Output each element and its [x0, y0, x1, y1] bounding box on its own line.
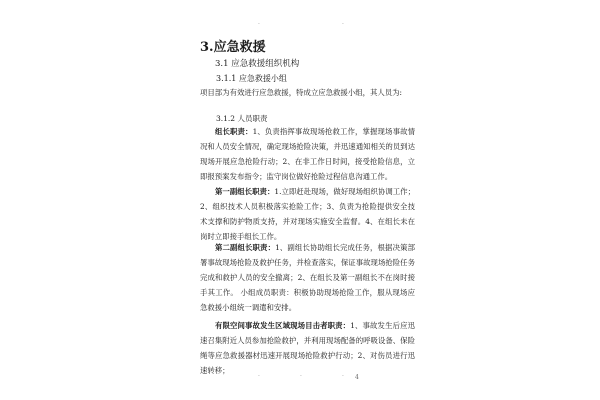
role-text: 1、副组长协助组长完成任务，根据决策部署事故现场抢险及救护任务，并检查落实，保证事故现场抢险任务完成和救护人员的安全撤离；2、在组长及第一副组长不在岗时接手其工作。 小组成员职责：积极协助现场抢险工作，服从现场应急救援小组统一调遣和安排。 — [200, 243, 415, 312]
role-title: 组长职责： — [215, 127, 253, 136]
footer-dot: · — [300, 373, 302, 380]
subsection-heading: 3.1 应急救援组织机构 — [215, 59, 300, 69]
page-number: 4 — [355, 374, 359, 381]
role-title: 有限空间事故发生区域现场目击者职责： — [215, 321, 351, 330]
role-title: 第二副组长职责： — [215, 243, 276, 252]
role-paragraph-second-deputy — [200, 240, 415, 315]
subsubsection-heading: 3.1.1 应急救援小组 — [216, 74, 287, 83]
role-title: 第一副组长职责： — [215, 187, 275, 196]
header-dot: · — [258, 21, 260, 28]
role-paragraph-first-deputy — [200, 184, 415, 244]
role-text: 1、事故发生后应迅速召集附近人员参加抢险救护，并利用现场配备的呼吸设备、保险绳等应急救援器材迅速开展现场抢险救护行动；2、对伤员进行迅速转移； — [200, 321, 415, 375]
footer-dot: · — [342, 373, 344, 380]
role-paragraph-leader — [200, 124, 415, 184]
role-text: 1、负责指挥事故现场抢救工作，掌握现场事故情况和人员安全情况，确定现场抢险决策，并迅速通知相关的员到达现场开展应急抢险行动；2、在非工作日时间，接受抢险信息，立即报预案发布指令；监守岗位做好抢险过程信息沟通工作。 — [200, 127, 415, 181]
subsubsection-heading: 3.1.2 人员职责 — [216, 114, 268, 123]
role-text: 1.立即赶赴现场，做好现场组织协调工作；2、组织技术人员积极落实抢险工作；3、负责为抢险提供安全技术支撑和防护物质支持，并对现场实施安全监督。4、在组长未在岗时立即接手组长工作。 — [200, 187, 415, 241]
intro-paragraph: 项目部为有效进行应急救援，特成立应急救援小组，其人员为: — [200, 88, 403, 97]
header-dot: · — [342, 21, 344, 28]
footer-dot: · — [258, 373, 260, 380]
role-paragraph-witness — [200, 318, 415, 378]
section-title: 3.应急救援 — [200, 40, 266, 55]
